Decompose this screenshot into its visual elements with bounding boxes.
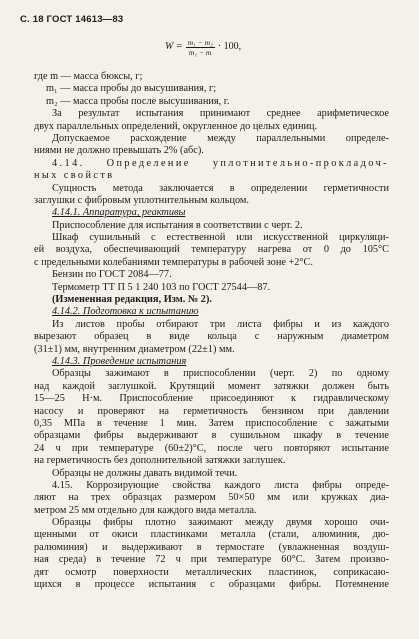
text-line: щенными от окиси пластинками металла (стали, алюминия, дю- — [34, 529, 389, 541]
text-line: (31±1) мм, внутренним диаметром (22±1) мм. — [34, 343, 235, 355]
text-line: вырезают образец в виде кольца с наружным диаметром — [34, 331, 389, 343]
text-line: 15—25 Н·м. Приспособление присоединяют к гидравлическому — [34, 393, 389, 405]
text-line: 4.15. Коррозирующие свойства каждого листа фибры опреде- — [52, 479, 389, 491]
text-line: ей воздуха, обеспечивающий температуру нагрева от 0 до 105°С — [34, 244, 389, 256]
text-line: двух параллельных определений, округленное до целых единиц. — [34, 120, 318, 132]
text-line: на герметичность без дополнительной затяжки заглушек. — [34, 455, 286, 467]
text-line: 4.14.3. Проведение испытания — [52, 355, 187, 367]
text-line: ляют на трех образцах размером 50×50 мм или кружках диа- — [34, 492, 389, 504]
text-line: 4.14.2. Подготовка к испытанию — [52, 306, 199, 318]
document-body — [34, 71, 389, 591]
text-line: m₁ — масса пробы до высушивания, г; — [46, 83, 217, 95]
text-line: 4.14.1. Аппаратура, реактивы — [52, 207, 186, 219]
text-line: где m — масса бюксы, г; — [34, 71, 143, 82]
text-line: Образцы не должны давать видимой течи. — [52, 467, 238, 479]
text-line: над каждой заглушкой. Крутящий момент затяжки должен быть — [34, 380, 389, 392]
text-line: щихся в процессе испытания с образцами фибры. Потемнение — [34, 579, 389, 591]
moisture-formula — [165, 38, 241, 57]
text-line: дят осмотр поверхности металлических пластинок, соприкасаю- — [34, 566, 389, 578]
formula-denominator: m₁ − m — [188, 48, 212, 57]
text-line: ралюминия) и выдерживают в термостате (увлажненная воздуш- — [34, 541, 389, 553]
text-line: Сущность метода заключается в определении герметичности — [52, 182, 389, 194]
text-line: Шкаф сушильный с естественной или искусственной циркуляци- — [52, 232, 389, 244]
text-line: Термометр ТТ П 5 1 240 103 по ГОСТ 27544—87. — [52, 281, 271, 293]
text-line: Приспособление для испытания в соответствии с черт. 2. — [52, 219, 303, 231]
text-line: метром 25 мм отдельно для каждого вида металла. — [34, 504, 257, 516]
text-line: Допускаемое расхождение между параллельными определе- — [52, 132, 389, 144]
text-line: ных свойств — [34, 170, 115, 182]
text-line: За результат испытания принимают среднее арифметическое — [52, 108, 389, 120]
text-line: 24 ч при температуре (60±2)°С, после чего повторяют испытание — [34, 442, 389, 454]
formula-numerator: m₁ − m₂ — [187, 38, 213, 47]
text-line: ниями не должно превышать 2% (абс). — [34, 145, 204, 157]
text-line: Образцы фибры плотно зажимают между двумя хорошо очи- — [52, 517, 389, 529]
text-line: 0,35 МПа в течение 1 мин. Затем приспособление с зажатыми — [34, 417, 389, 429]
text-line: (Измененная редакция, Изм. № 2). — [52, 294, 212, 306]
text-line: 4.14. Определение уплотнительно-прокладоч- — [52, 157, 389, 169]
text-line: насосу и проверяют на герметичность бензином при давлении — [34, 405, 389, 417]
text-line: с предельными колебаниями температуры в рабочей зоне +2°С. — [34, 256, 313, 268]
text-line: Образцы зажимают в приспособлении (черт. 2) по одному — [52, 368, 389, 380]
text-line: Бензин по ГОСТ 2084—77. — [52, 269, 172, 281]
text-line: Из листов пробы отбирают три листа фибры и из каждого — [52, 318, 389, 330]
formula-tail: · 100, — [217, 41, 242, 53]
text-line: образцами фибры выдерживают в сушильном шкафу в течение — [34, 430, 389, 442]
text-line: m₂ — масса пробы после высушивания, г. — [46, 95, 230, 107]
page-header: С. 18 ГОСТ 14613—83 — [20, 14, 124, 25]
text-line: заглушки с фибровым уплотнительным кольцом. — [34, 194, 250, 206]
formula-fraction — [186, 38, 215, 57]
formula-lhs: W = — [165, 41, 183, 53]
text-line: ная среда) в течение 72 ч при температуре 60°С. Затем произво- — [34, 554, 389, 566]
